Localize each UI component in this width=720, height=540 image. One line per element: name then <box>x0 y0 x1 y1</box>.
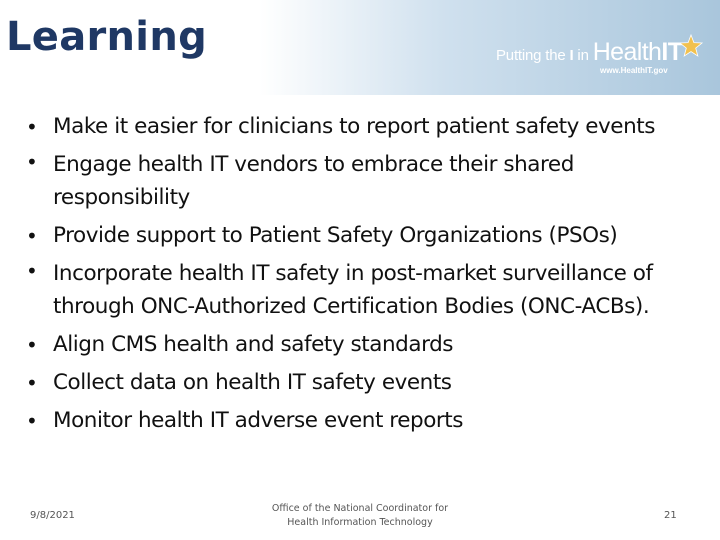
list-item <box>26 217 706 255</box>
slide-title: Learning <box>6 14 208 60</box>
bullet-icon: • <box>26 371 38 395</box>
bullet-icon: • <box>26 115 38 139</box>
logo-in: in <box>573 47 593 64</box>
logo-prefix: Putting the <box>496 47 570 64</box>
bullet-list <box>26 108 706 440</box>
list-item <box>26 108 706 146</box>
logo-text <box>496 38 682 67</box>
star-icon <box>679 34 703 58</box>
bullet-text: Incorporate health IT safety in post-market surveillance of through ONC-Authorized Certification Bodies (ONC-ACBs). <box>53 261 653 319</box>
footer-date: 9/8/2021 <box>30 510 75 521</box>
list-item <box>26 326 706 364</box>
footer-office-line1: Office of the National Coordinator for <box>271 503 449 514</box>
bullet-icon: • <box>26 409 38 433</box>
list-item <box>26 146 706 217</box>
footer-office <box>250 502 470 530</box>
page-number: 21 <box>664 510 677 521</box>
bullet-text: Engage health IT vendors to embrace their shared responsibility <box>53 152 574 210</box>
list-item <box>26 255 706 326</box>
logo-it: IT <box>661 38 683 66</box>
footer-office-line2: Health Information Technology <box>287 517 433 528</box>
bullet-text: Make it easier for clinicians to report patient safety events <box>53 114 655 139</box>
health-it-logo <box>496 34 708 82</box>
bullet-icon: • <box>26 259 38 283</box>
list-item <box>26 364 706 402</box>
bullet-text: Monitor health IT adverse event reports <box>53 408 464 433</box>
list-item <box>26 402 706 440</box>
bullet-icon: • <box>26 333 38 357</box>
bullet-icon: • <box>26 150 38 174</box>
bullet-icon: • <box>26 224 38 248</box>
logo-url: www.HealthIT.gov <box>600 66 668 75</box>
logo-health: Health <box>592 38 662 66</box>
bullet-text: Provide support to Patient Safety Organizations (PSOs) <box>53 223 618 248</box>
bullet-text: Collect data on health IT safety events <box>53 370 452 395</box>
logo-i: I <box>569 47 574 64</box>
bullet-text: Align CMS health and safety standards <box>53 332 454 357</box>
